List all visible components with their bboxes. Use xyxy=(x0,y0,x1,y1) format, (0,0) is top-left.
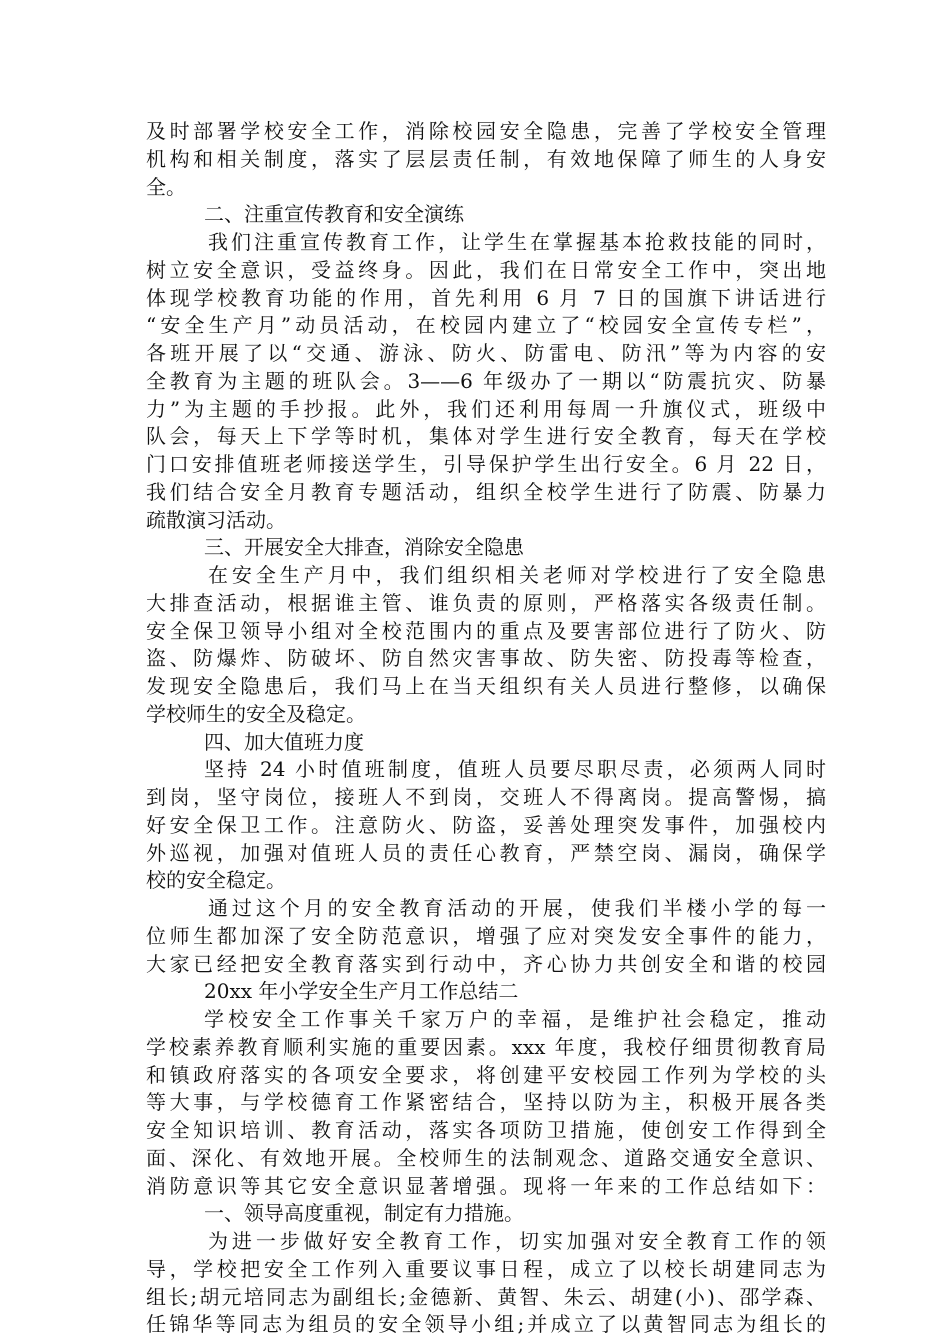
paragraph-line: 树立安全意识，受益终身。因此，我们在日常安全工作中，突出地 xyxy=(146,257,826,282)
paragraph-line: 机构和相关制度，落实了层层责任制，有效地保障了师生的人身安 xyxy=(146,146,826,171)
paragraph-line: 坚持 24 小时值班制度，值班人员要尽职尽责，必须两人同时 xyxy=(204,757,826,782)
section-heading-line: 三、开展安全大排查，消除安全隐患 xyxy=(204,535,524,560)
paragraph-line: 学校师生的安全及稳定。 xyxy=(146,701,366,726)
paragraph-line: 学校素养教育顺利实施的重要因素。xxx 年度，我校仔细贯彻教育局 xyxy=(146,1034,826,1059)
paragraph-line: 位师生都加深了安全防范意识，增强了应对突发安全事件的能力， xyxy=(146,923,826,948)
paragraph-line: 导，学校把安全工作列入重要议事日程，成立了以校长胡建同志为 xyxy=(146,1256,826,1281)
paragraph-line: 全。 xyxy=(146,174,186,199)
paragraph-line: 及时部署学校安全工作，消除校园安全隐患，完善了学校安全管理 xyxy=(146,119,826,143)
paragraph-line: 安全知识培训、教育活动，落实各项防卫措施，使创安工作得到全 xyxy=(146,1118,826,1142)
paragraph-line: 发现安全隐患后，我们马上在当天组织有关人员进行整修，以确保 xyxy=(146,674,826,698)
paragraph-line: 通过这个月的安全教育活动的开展，使我们半楼小学的每一 xyxy=(208,896,826,920)
paragraph-line: 队会，每天上下学等时机，集体对学生进行安全教育，每天在学校 xyxy=(146,424,826,449)
section-heading-line: 四、加大值班力度 xyxy=(204,729,364,754)
paragraph-line: 各班开展了以“交通、游泳、防火、防雷电、防汛”等为内容的安 xyxy=(146,341,826,365)
paragraph-line: 大排查活动，根据谁主管、谁负责的原则，严格落实各级责任制。 xyxy=(146,590,826,615)
paragraph-line: 等大事，与学校德育工作紧密结合，坚持以防为主，积极开展各类 xyxy=(146,1090,826,1115)
section-heading-line: 20xx 年小学安全生产月工作总结二 xyxy=(204,979,519,1004)
paragraph-line: 我们结合安全月教育专题活动，组织全校学生进行了防震、防暴力 xyxy=(146,479,826,504)
paragraph-line: 体现学校教育功能的作用，首先利用 6 月 7 日的国旗下讲话进行 xyxy=(146,285,826,310)
paragraph-line: 大家已经把安全教育落实到行动中，齐心协力共创安全和谐的校园 xyxy=(146,951,826,976)
paragraph-line: 学校安全工作事关千家万户的幸福，是维护社会稳定，推动 xyxy=(204,1007,826,1031)
paragraph-line: 消防意识等其它安全意识显著增强。现将一年来的工作总结如下： xyxy=(146,1173,826,1198)
paragraph-line: 面、深化、有效地开展。全校师生的法制观念、道路交通安全意识、 xyxy=(146,1145,826,1170)
paragraph-line: “安全生产月”动员活动，在校园内建立了“校园安全宣传专栏”， xyxy=(146,313,826,338)
paragraph-line: 盗、防爆炸、防破坏、防自然灾害事故、防失密、防投毒等检查， xyxy=(146,646,826,671)
paragraph-line: 疏散演习活动。 xyxy=(146,507,286,532)
paragraph-line: 组长;胡元培同志为副组长;金德新、黄智、朱云、胡建(小)、邵学森、 xyxy=(146,1284,826,1309)
paragraph-line: 校的安全稳定。 xyxy=(146,868,286,893)
paragraph-line: 任锦华等同志为组员的安全领导小组;并成立了以黄智同志为组长的 xyxy=(146,1312,826,1337)
paragraph-line: 到岗，坚守岗位，接班人不到岗，交班人不得离岗。提高警惕，搞 xyxy=(146,785,826,809)
document-body xyxy=(146,118,826,1339)
paragraph-line: 为进一步做好安全教育工作，切实加强对安全教育工作的领 xyxy=(208,1229,826,1253)
paragraph-line: 我们注重宣传教育工作，让学生在掌握基本抢救技能的同时， xyxy=(208,230,826,254)
paragraph-line: 门口安排值班老师接送学生，引导保护学生出行安全。6 月 22 日， xyxy=(146,452,826,476)
paragraph-line: 力”为主题的手抄报。此外，我们还利用每周一升旗仪式，班级中 xyxy=(146,396,826,421)
paragraph-line: 全教育为主题的班队会。3——6 年级办了一期以“防震抗灾、防暴 xyxy=(146,368,826,393)
paragraph-line: 外巡视，加强对值班人员的责任心教育，严禁空岗、漏岗，确保学 xyxy=(146,840,826,865)
paragraph-line: 和镇政府落实的各项安全要求，将创建平安校园工作列为学校的头 xyxy=(146,1062,826,1087)
section-heading-line: 一、领导高度重视，制定有力措施。 xyxy=(204,1201,524,1226)
paragraph-line: 在安全生产月中，我们组织相关老师对学校进行了安全隐患 xyxy=(208,563,826,587)
paragraph-line: 好安全保卫工作。注意防火、防盗，妥善处理突发事件，加强校内 xyxy=(146,812,826,837)
section-heading-line: 二、注重宣传教育和安全演练 xyxy=(204,202,464,227)
paragraph-line: 安全保卫领导小组对全校范围内的重点及要害部位进行了防火、防 xyxy=(146,618,826,643)
